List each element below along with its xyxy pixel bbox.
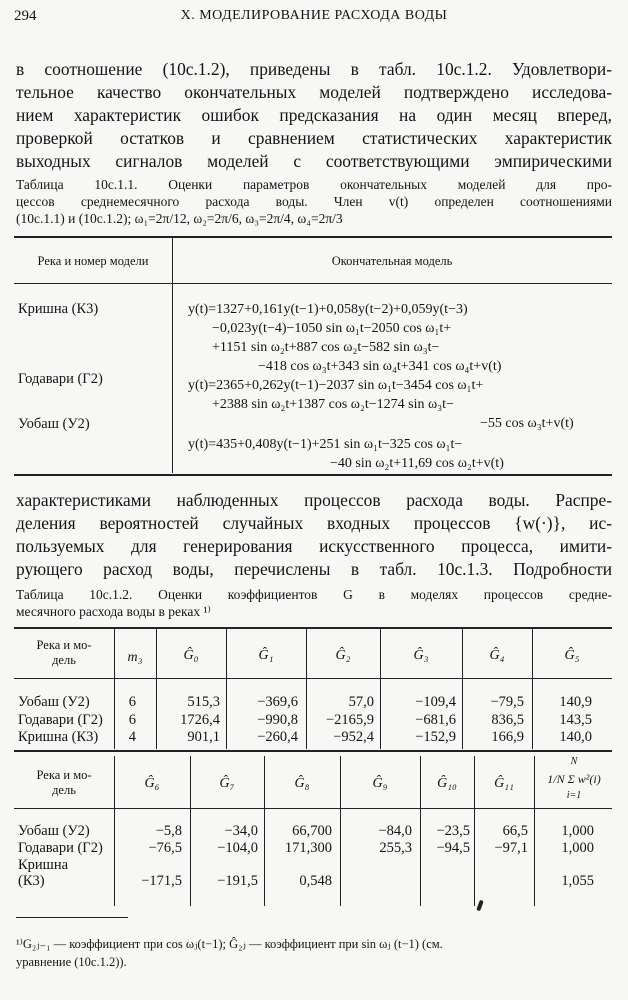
table-row-name: Кришна xyxy=(18,857,69,873)
table-row-name: Годавари (Г2) xyxy=(18,840,103,856)
table2-part1-bottom-rule xyxy=(14,750,612,752)
table-cell: −97,1 xyxy=(494,840,528,856)
table1-row-name: Кришна (К3) xyxy=(18,301,99,317)
text-line: нием характеристик ошибок предсказания на один месяц вперед, xyxy=(16,105,612,125)
table-cell: 66,5 xyxy=(502,823,528,839)
column-header: Ĝ₆ xyxy=(144,776,160,791)
table-row-name: Уобаш (У2) xyxy=(18,823,90,839)
caption-line: месячного расхода воды в реках ¹⁾ xyxy=(16,604,211,619)
footnote-line: уравнение (10с.1.2)). xyxy=(16,955,127,969)
table2-part2-header-rule xyxy=(14,808,612,809)
table-cell: −5,8 xyxy=(155,823,182,839)
model-line: −55 cos ω₃t+v(t) xyxy=(480,416,574,431)
page-number: 294 xyxy=(14,8,37,24)
model-line: −40 sin ω₂t+11,69 cos ω₂t+v(t) xyxy=(330,456,504,471)
table-cell: −104,0 xyxy=(217,840,258,856)
table-cell: 140,9 xyxy=(559,694,592,710)
table-cell: 6 xyxy=(128,712,136,728)
table-cell: 255,3 xyxy=(379,840,412,856)
table-row-name: Кришна (К3) xyxy=(18,729,99,745)
table2-header-name xyxy=(14,768,114,798)
table1-caption xyxy=(16,176,612,227)
model-line: y(t)=435+0,408y(t−1)+251 sin ω₁t−325 cos ω₁t− xyxy=(188,437,463,452)
table-cell: −369,6 xyxy=(257,694,298,710)
column-header: Ĝ₅ xyxy=(564,648,580,663)
column-header: Ĝ₈ xyxy=(294,776,310,791)
model-line: +2388 sin ω₂t+1387 cos ω₂t−1274 sin ω₃t− xyxy=(212,397,454,412)
column-header: Ĝ₁ xyxy=(258,648,274,663)
table1-row-name: Годавари (Г2) xyxy=(18,371,103,387)
column-header: Ĝ₀ xyxy=(183,648,199,663)
table1-top-rule xyxy=(14,236,612,238)
table-cell: −76,5 xyxy=(148,840,182,856)
text-line: пользуемых для генерирования искусственного процесса, имити- xyxy=(16,536,612,556)
caption-line: Таблица 10с.1.2. Оценки коэффициентов G в моделях процессов средне- xyxy=(16,587,612,602)
column-header: Ĝ₁₁ xyxy=(494,776,514,791)
table-cell: 901,1 xyxy=(187,729,220,745)
table1-bottom-rule xyxy=(14,474,612,476)
table-cell: −34,0 xyxy=(224,823,258,839)
running-head: X. МОДЕЛИРОВАНИЕ РАСХОДА ВОДЫ xyxy=(180,8,448,23)
table-cell: −109,4 xyxy=(415,694,456,710)
model-line: −418 cos ω₃t+343 sin ω₄t+341 cos ω₄t+v(t) xyxy=(258,359,502,374)
footnote-line: ¹⁾G₂ⱼ₋₁ — коэффициент при cos ωⱼ(t−1); Ĝ₂ⱼ — коэффициент при sin ωⱼ (t−1) (см. xyxy=(16,937,443,951)
table-cell: −171,5 xyxy=(141,873,182,889)
table1-column-divider xyxy=(172,237,173,473)
table-cell: 166,9 xyxy=(491,729,524,745)
sum-limit-lower: i=1 xyxy=(566,790,582,801)
column-header: Ĝ₁₀ xyxy=(437,776,457,791)
table1-header-left: Река и номер модели xyxy=(37,254,149,268)
table1-header-right: Окончательная модель xyxy=(331,254,453,268)
column-header: m₃ xyxy=(127,650,143,665)
header-text: дель xyxy=(52,783,76,797)
caption-line: Таблица 10с.1.1. Оценки параметров окончательных моделей для про- xyxy=(16,177,612,192)
ink-mark xyxy=(476,900,484,912)
text-line: рующего расход воды, перечислены в табл. 10с.1.3. Подробности xyxy=(16,559,612,579)
header-text: Река и мо- xyxy=(36,768,92,782)
text-line: в соотношение (10с.1.2), приведены в табл. 10с.1.2. Удовлетвори- xyxy=(16,59,612,79)
text-line: деления вероятностей случайных входных процессов {w(·)}, ис- xyxy=(16,513,612,533)
table1-row-name: Уобаш (У2) xyxy=(18,416,90,432)
table-cell: 1,000 xyxy=(561,823,594,839)
table2-header-name xyxy=(14,638,114,668)
paragraph-2 xyxy=(16,489,612,581)
table-cell: −79,5 xyxy=(490,694,524,710)
table-cell: −191,5 xyxy=(217,873,258,889)
table2-top-rule xyxy=(14,627,612,629)
table-row-name: Уобаш (У2) xyxy=(18,694,90,710)
table-cell: 1,055 xyxy=(561,873,594,889)
column-header: Ĝ₇ xyxy=(219,776,235,791)
table-cell: −84,0 xyxy=(378,823,412,839)
table-cell: −952,4 xyxy=(333,729,374,745)
table-cell: −681,6 xyxy=(415,712,456,728)
footnote xyxy=(16,935,612,971)
table-row-name: Годавари (Г2) xyxy=(18,712,103,728)
table-cell: 1,000 xyxy=(561,840,594,856)
caption-line: цессов среднемесячного расхода воды. Член v(t) определен соотношениями xyxy=(16,194,612,209)
model-line: y(t)=1327+0,161y(t−1)+0,058y(t−2)+0,059y(t−3) xyxy=(188,302,468,317)
text-line: характеристиками наблюденных процессов расхода воды. Распре- xyxy=(16,490,612,510)
text-line: тельное качество окончательных моделей подтверждено исследова- xyxy=(16,82,612,102)
table-cell: 140,0 xyxy=(559,729,592,745)
table-cell: 57,0 xyxy=(348,694,374,710)
column-header: Ĝ₃ xyxy=(413,648,429,663)
model-line: +1151 sin ω₂t+887 cos ω₂t−582 sin ω₃t− xyxy=(212,340,440,355)
page-header xyxy=(14,8,614,30)
table-cell: 1726,4 xyxy=(180,712,220,728)
table2-caption xyxy=(16,586,612,620)
table-cell: 171,300 xyxy=(284,840,332,856)
paragraph-1 xyxy=(16,58,612,173)
table-cell: 836,5 xyxy=(491,712,524,728)
header-text: Река и мо- xyxy=(36,638,92,652)
table-cell: 515,3 xyxy=(187,694,220,710)
table2-header-rule xyxy=(14,678,612,679)
table-cell: 143,5 xyxy=(559,712,592,728)
model-line: y(t)=2365+0,262y(t−1)−2037 sin ω₁t−3454 cos ω₁t+ xyxy=(188,378,484,393)
table-cell: 4 xyxy=(128,729,136,745)
table-cell: −990,8 xyxy=(257,712,298,728)
caption-line: (10с.1.1) и (10с.1.2); ω₁=2π/12, ω₂=2π/6, ω₃=2π/4, ω₄=2π/3 xyxy=(16,211,343,226)
column-header: Ĝ₂ xyxy=(335,648,351,663)
table-cell: 0,548 xyxy=(299,873,332,889)
table-row-name: (К3) xyxy=(18,873,45,889)
column-header: Ĝ₉ xyxy=(372,776,388,791)
sum-limit-upper: N xyxy=(570,756,578,767)
table-cell: −260,4 xyxy=(257,729,298,745)
column-header: Ĝ₄ xyxy=(489,648,505,663)
table-cell: −94,5 xyxy=(436,840,470,856)
text-line: проверкой остатков и сравнением статистических характеристик xyxy=(16,128,612,148)
table-cell: −23,5 xyxy=(436,823,470,839)
table-cell: −152,9 xyxy=(415,729,456,745)
header-text: дель xyxy=(52,653,76,667)
column-header: 1/N Σ w²(i) xyxy=(547,772,601,786)
table-cell: −2165,9 xyxy=(325,712,374,728)
footnote-rule xyxy=(16,917,128,918)
table-cell: 66,700 xyxy=(292,823,332,839)
table1-header-rule xyxy=(14,283,612,284)
text-line: выходных сигналов моделей с соответствующими эмпирическими xyxy=(16,151,612,171)
table-cell: 6 xyxy=(128,694,136,710)
model-line: −0,023y(t−4)−1050 sin ω₁t−2050 cos ω₁t+ xyxy=(212,321,452,336)
